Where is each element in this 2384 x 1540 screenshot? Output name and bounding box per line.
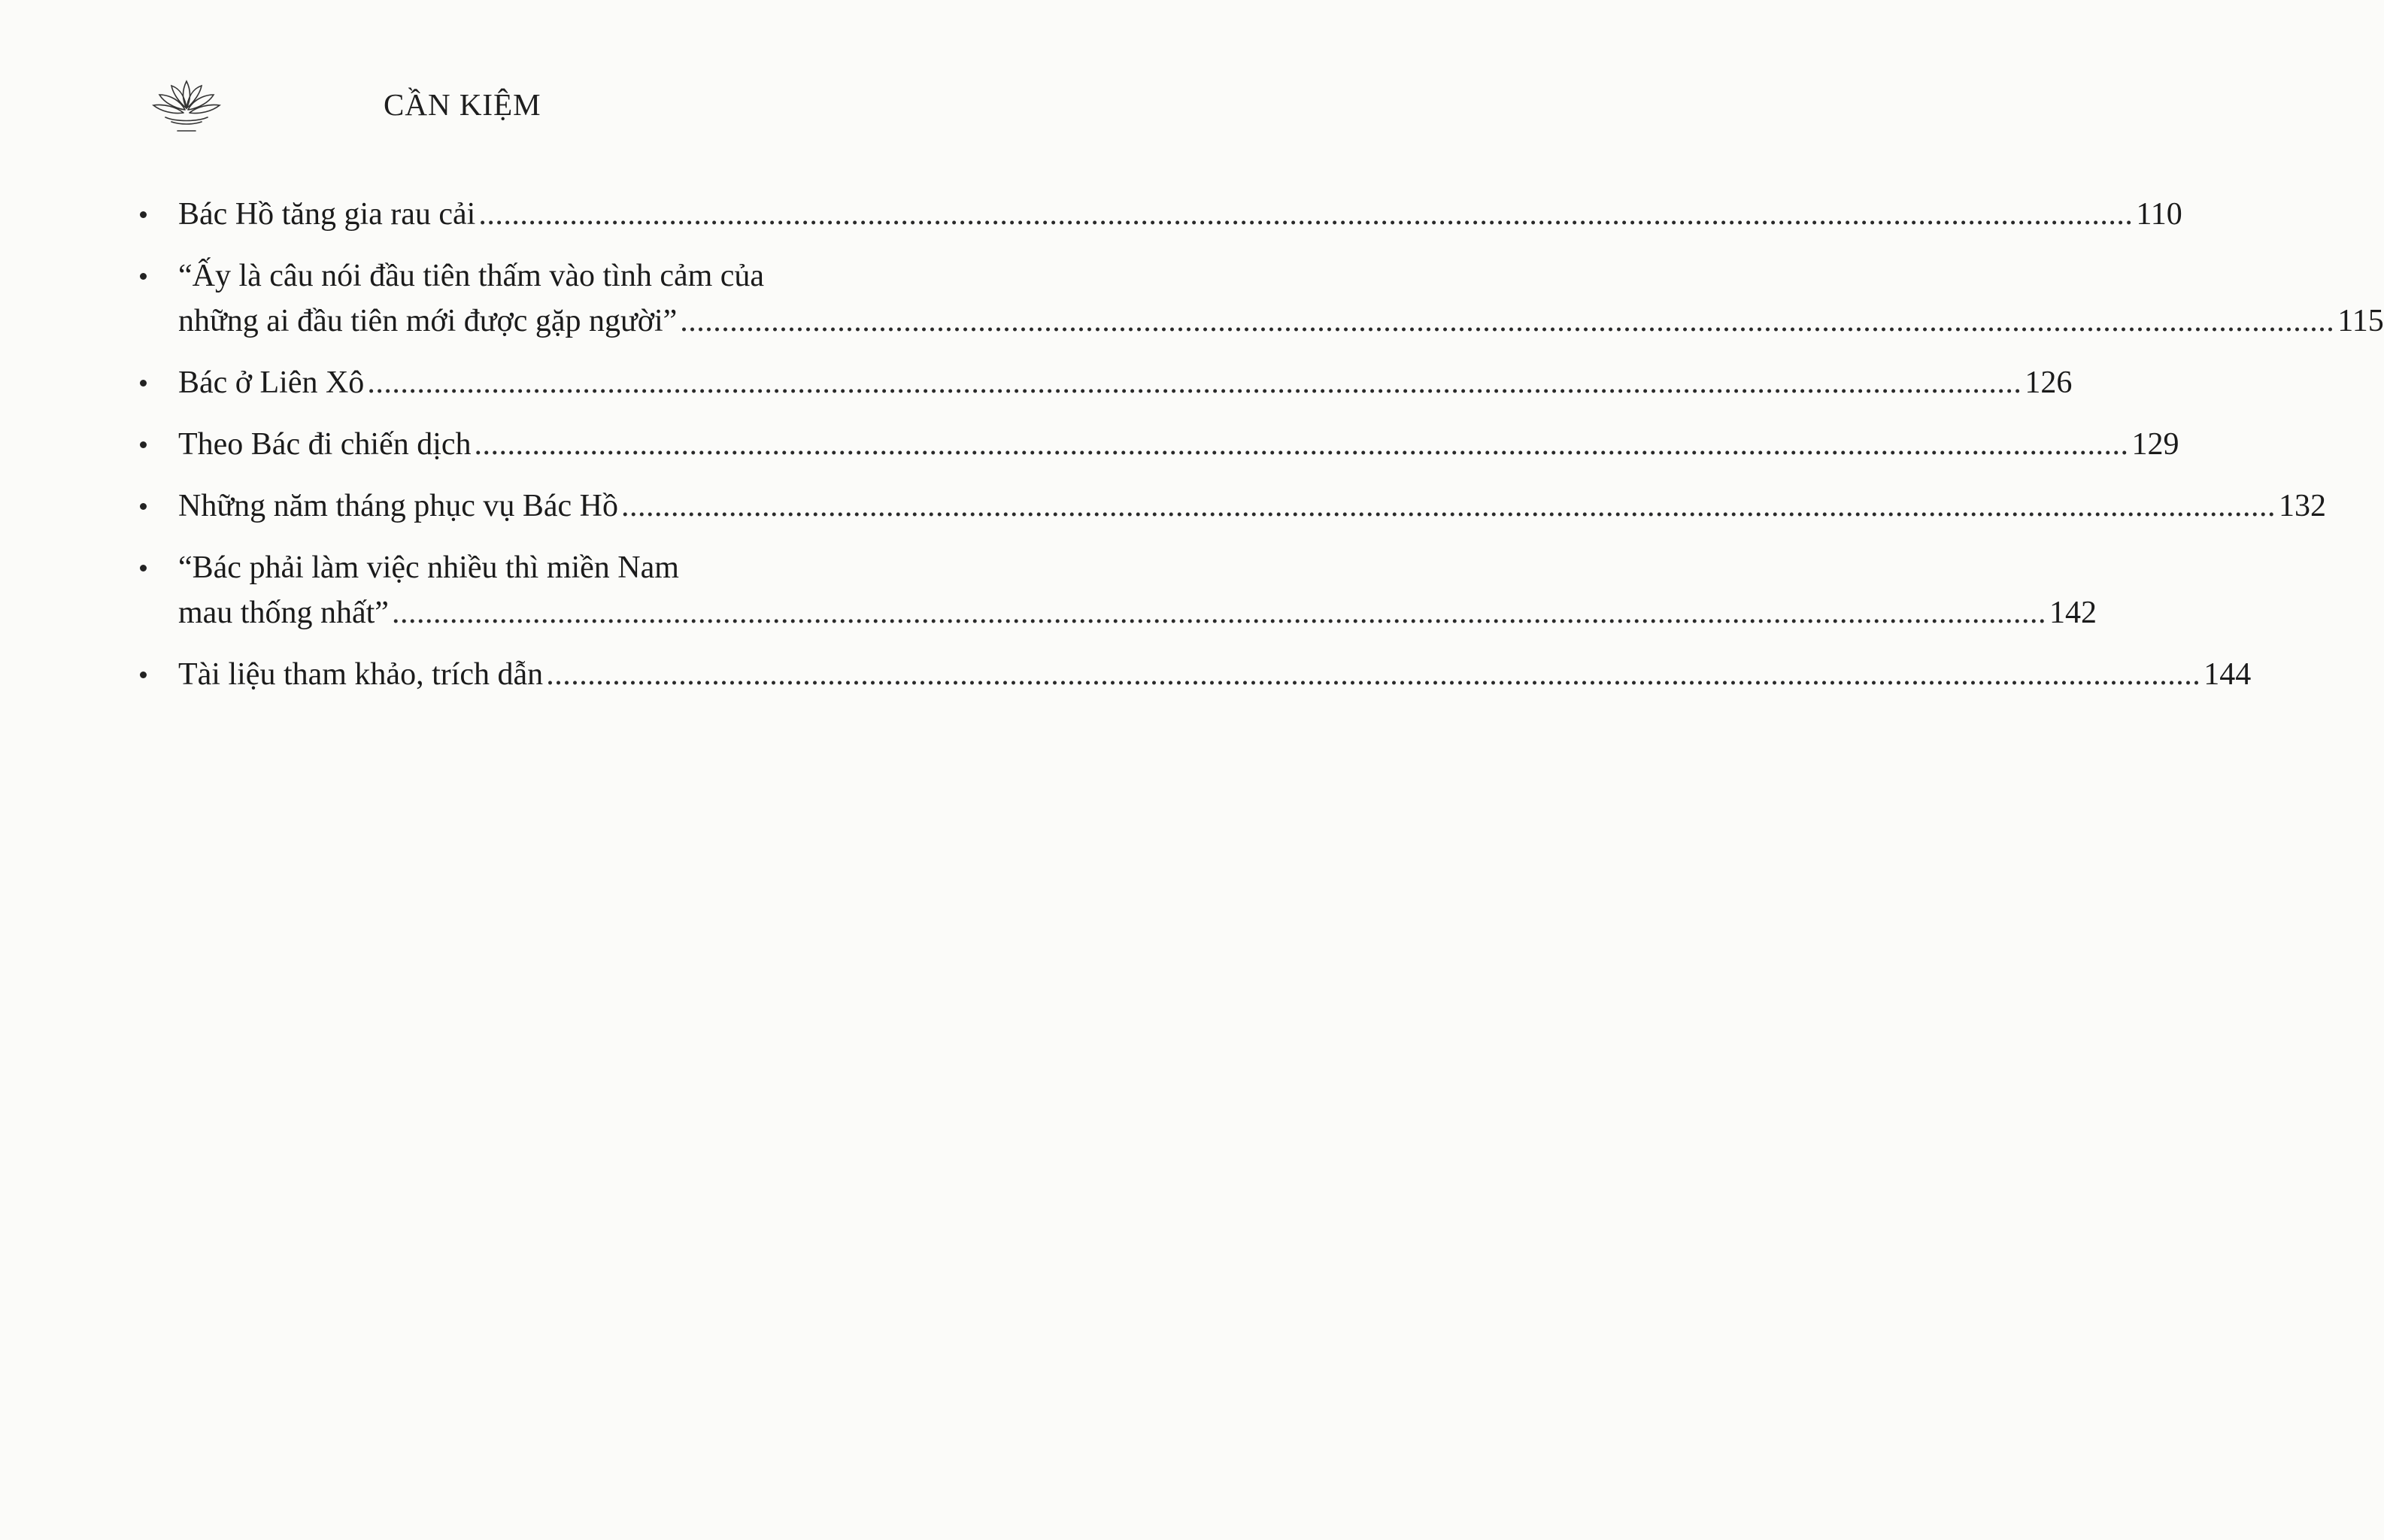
toc-page-number: 129 xyxy=(2131,427,2179,462)
toc-entry-row xyxy=(178,484,2326,529)
bullet-icon xyxy=(140,441,147,448)
dot-leader: ........................................................................................................................................................................................................ xyxy=(546,657,2201,692)
toc-entry-title-line: “Ấy là câu nói đầu tiên thấm vào tình cảm của xyxy=(178,259,765,293)
toc-entry-title: Bác ở Liên Xô xyxy=(178,365,365,400)
dot-leader: ........................................................................................................................................................................................................ xyxy=(680,304,2335,338)
page-header xyxy=(0,0,950,150)
toc-entry-title-line: “Bác phải làm việc nhiều thì miền Nam xyxy=(178,550,679,585)
toc-entry-title: những ai đầu tiên mới được gặp người” xyxy=(178,304,678,338)
toc-entry[interactable] xyxy=(140,484,2326,529)
lotus-icon xyxy=(150,75,223,137)
toc-page-number: 115 xyxy=(2337,304,2384,338)
bullet-icon xyxy=(140,211,147,218)
bullet-icon xyxy=(140,565,147,571)
dot-leader: ........................................................................................................................................................................................................ xyxy=(478,197,2134,232)
toc-entry-title: Tài liệu tham khảo, trích dẫn xyxy=(178,657,544,692)
toc-entry[interactable] xyxy=(140,545,2097,635)
toc-entry-row xyxy=(178,652,2252,697)
dot-leader: ........................................................................................................................................................................................................ xyxy=(391,596,2046,630)
dot-leader: ........................................................................................................................................................................................................ xyxy=(621,489,2276,523)
toc-entry-row xyxy=(178,360,2073,405)
toc-entry[interactable] xyxy=(140,253,2384,344)
toc-entry[interactable] xyxy=(140,652,2252,697)
toc-entry-row xyxy=(178,422,2179,467)
toc-entry-title: mau thống nhất” xyxy=(178,596,389,630)
toc-page-number: 110 xyxy=(2136,197,2182,232)
bullet-icon xyxy=(140,671,147,678)
dot-leader: ........................................................................................................................................................................................................ xyxy=(474,427,2129,462)
toc-entry-row xyxy=(178,299,2384,344)
page-title: CẦN KIỆM xyxy=(384,87,541,122)
bullet-icon xyxy=(140,503,147,510)
toc-page-number: 142 xyxy=(2049,596,2097,630)
toc-entry-row xyxy=(178,590,2097,635)
table-of-contents xyxy=(140,192,2384,714)
toc-page-number: 132 xyxy=(2279,489,2326,523)
toc-entry[interactable] xyxy=(140,422,2179,467)
toc-entry-title: Theo Bác đi chiến dịch xyxy=(178,427,472,462)
toc-page-number: 144 xyxy=(2204,657,2252,692)
bullet-icon xyxy=(140,273,147,280)
toc-entry-title: Những năm tháng phục vụ Bác Hồ xyxy=(178,489,618,523)
bullet-icon xyxy=(140,380,147,387)
toc-entry-title: Bác Hồ tăng gia rau cải xyxy=(178,197,476,232)
toc-page-number: 126 xyxy=(2025,365,2073,400)
toc-entry[interactable] xyxy=(140,192,2182,237)
toc-entry-row xyxy=(178,192,2182,237)
dot-leader: ........................................................................................................................................................................................................ xyxy=(367,365,2022,400)
toc-entry[interactable] xyxy=(140,360,2073,405)
